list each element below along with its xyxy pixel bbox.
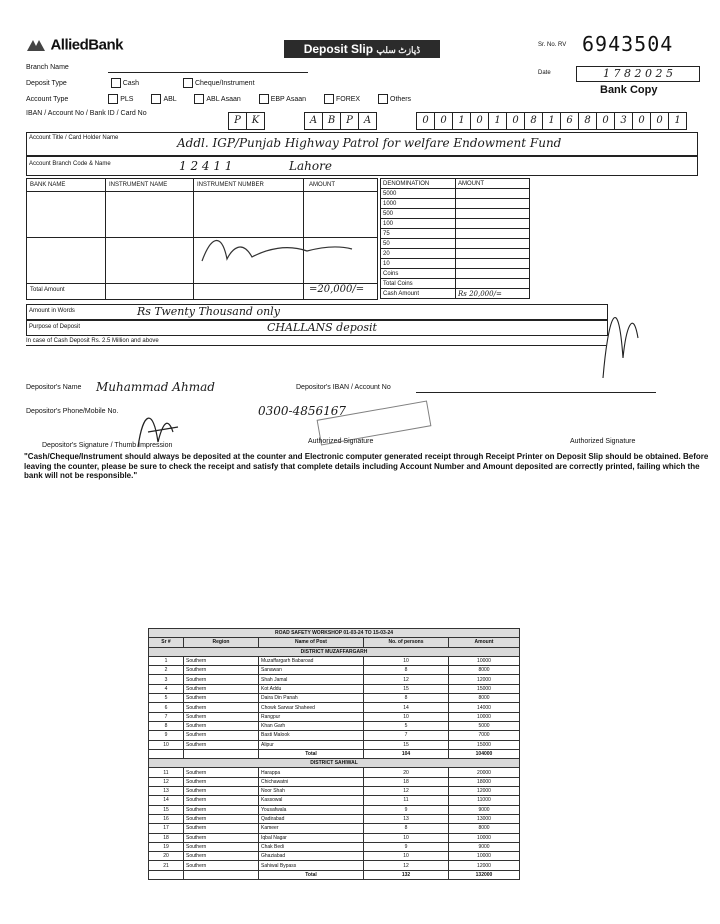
checkbox-icon <box>108 94 118 104</box>
iban-digit-box[interactable]: P <box>340 112 359 130</box>
iban-digit-box[interactable]: 0 <box>416 112 435 130</box>
denom-row: 10 <box>381 259 456 269</box>
iban-digit-box[interactable]: 6 <box>560 112 579 130</box>
cell-sr: 11 <box>149 768 184 777</box>
cell-region: Southern <box>184 787 259 796</box>
cnic-note: In case of Cash Deposit Rs. 2.5 Million and above <box>26 338 606 346</box>
bank-logo <box>26 36 123 54</box>
cell-region: Southern <box>184 684 259 693</box>
cell-sr: 3 <box>149 675 184 684</box>
cell-persons: 14 <box>364 703 449 712</box>
denomination-table[interactable] <box>380 178 530 299</box>
iban-digit-box[interactable]: 0 <box>434 112 453 130</box>
cell-amount: 10000 <box>449 712 520 721</box>
cell-region: Southern <box>184 861 259 870</box>
deposit-slip <box>18 28 716 518</box>
total-empty <box>149 749 184 758</box>
checkbox-icon <box>151 94 161 104</box>
district-name: DISTRICT SAHIWAL <box>149 759 520 768</box>
table-row <box>149 824 520 833</box>
cell-post: Qadirabad <box>259 814 364 823</box>
cell-sr: 19 <box>149 842 184 851</box>
cell-sr: 6 <box>149 703 184 712</box>
iban-digit-box[interactable]: P <box>228 112 247 130</box>
workshop-table <box>148 628 520 880</box>
denom-amount-cell[interactable] <box>456 269 530 279</box>
total-empty <box>149 870 184 879</box>
total-row <box>149 749 520 758</box>
denom-row: 1000 <box>381 199 456 209</box>
cell-sr: 9 <box>149 731 184 740</box>
cell-persons: 13 <box>364 814 449 823</box>
depositor-name-label: Depositor's Name <box>26 384 82 391</box>
authorized-signature-mark <box>588 278 648 388</box>
table-row <box>149 731 520 740</box>
cell-amount: 10000 <box>449 852 520 861</box>
table-row <box>149 666 520 675</box>
col-sr: Sr # <box>149 638 184 647</box>
branch-code-label: Account Branch Code & Name <box>29 161 111 167</box>
cell-sr: 18 <box>149 833 184 842</box>
branch-code-value: 1 2 4 1 1 <box>179 159 233 173</box>
branch-name-field[interactable] <box>108 72 308 73</box>
cell-region: Southern <box>184 796 259 805</box>
cell-post: Sahiwal Bypass <box>259 861 364 870</box>
table-row <box>149 684 520 693</box>
denom-row: 20 <box>381 249 456 259</box>
denom-amount-cell[interactable] <box>456 279 530 289</box>
header-bank-name: BANK NAME <box>30 182 66 188</box>
cell-region: Southern <box>184 656 259 665</box>
total-row <box>149 870 520 879</box>
cell-post: Shah Jamal <box>259 675 364 684</box>
denom-amount-cell[interactable] <box>456 229 530 239</box>
cell-persons: 12 <box>364 675 449 684</box>
authorized-signature-label: Authorized Signature <box>308 438 374 445</box>
cell-post: Muzaffargarh Babaroad <box>259 656 364 665</box>
cell-amount: 8000 <box>449 824 520 833</box>
iban-digit-box[interactable]: 1 <box>452 112 471 130</box>
cell-sr: 4 <box>149 684 184 693</box>
cell-post: Harappa <box>259 768 364 777</box>
checkbox-icon <box>378 94 388 104</box>
total-amount-value: =20,000/= <box>309 284 365 295</box>
cell-persons: 8 <box>364 824 449 833</box>
total-persons: 132 <box>364 870 449 879</box>
cell-sr: 20 <box>149 852 184 861</box>
cell-post: Khan Garh <box>259 721 364 730</box>
depositor-phone-label: Depositor's Phone/Mobile No. <box>26 408 119 415</box>
iban-digit-box[interactable]: 1 <box>668 112 687 130</box>
cash-amount-value: Rs 20,000/= <box>456 289 530 299</box>
account-type-abl[interactable]: ABL <box>149 96 176 103</box>
cell-region: Southern <box>184 842 259 851</box>
cancel-scribble-mark <box>197 229 357 269</box>
cell-persons: 9 <box>364 842 449 851</box>
denom-row: 100 <box>381 219 456 229</box>
cell-region: Southern <box>184 777 259 786</box>
cell-persons: 20 <box>364 768 449 777</box>
cell-sr: 17 <box>149 824 184 833</box>
cell-region: Southern <box>184 833 259 842</box>
account-title-label: Account Title / Card Holder Name <box>29 135 119 141</box>
cell-persons: 12 <box>364 787 449 796</box>
header-instrument-name: INSTRUMENT NAME <box>109 182 168 188</box>
cell-post: Kassowal <box>259 796 364 805</box>
cell-persons: 10 <box>364 852 449 861</box>
cell-sr: 13 <box>149 787 184 796</box>
cell-persons: 10 <box>364 833 449 842</box>
denom-amount-cell[interactable] <box>456 249 530 259</box>
amount-words-box[interactable] <box>26 304 608 320</box>
table-row <box>149 833 520 842</box>
cell-post: Yousafwala <box>259 805 364 814</box>
table-row <box>149 787 520 796</box>
cell-persons: 8 <box>364 666 449 675</box>
cell-post: Basti Malook <box>259 731 364 740</box>
table-row <box>149 842 520 851</box>
iban-digit-box[interactable]: A <box>304 112 323 130</box>
depositor-iban-label: Depositor's IBAN / Account No <box>296 384 391 391</box>
cell-persons: 10 <box>364 656 449 665</box>
cell-region: Southern <box>184 768 259 777</box>
cell-post: Ghaziabad <box>259 852 364 861</box>
depositor-name-value[interactable]: Muhammad Ahmad <box>96 380 215 394</box>
iban-digit-box[interactable]: B <box>322 112 341 130</box>
table-row <box>149 814 520 823</box>
cell-region: Southern <box>184 740 259 749</box>
account-type-row <box>26 94 411 104</box>
amount-words-label: Amount in Words <box>29 308 75 314</box>
cell-persons: 12 <box>364 861 449 870</box>
header-instrument-number: INSTRUMENT NUMBER <box>197 182 264 188</box>
depositor-iban-field[interactable] <box>416 392 656 393</box>
cell-amount: 10000 <box>449 656 520 665</box>
bank-emblem-icon <box>26 38 46 52</box>
cell-amount: 10000 <box>449 833 520 842</box>
checkbox-icon <box>324 94 334 104</box>
cell-persons: 15 <box>364 740 449 749</box>
cell-region: Southern <box>184 721 259 730</box>
cell-region: Southern <box>184 703 259 712</box>
bank-copy-label: Bank Copy <box>600 84 658 96</box>
denom-row: 75 <box>381 229 456 239</box>
table-row <box>149 694 520 703</box>
denom-row: Coins <box>381 269 456 279</box>
cell-persons: 11 <box>364 796 449 805</box>
account-title-value: Addl. IGP/Punjab Highway Patrol for welfare Endowment Fund <box>177 136 562 150</box>
cell-persons: 15 <box>364 684 449 693</box>
bank-name: AlliedBank <box>50 36 123 54</box>
cell-sr: 10 <box>149 740 184 749</box>
cell-region: Southern <box>184 712 259 721</box>
cell-sr: 5 <box>149 694 184 703</box>
total-empty <box>184 749 259 758</box>
cell-sr: 16 <box>149 814 184 823</box>
cell-amount: 11000 <box>449 796 520 805</box>
workshop-table-body <box>149 647 520 879</box>
iban-digit-box[interactable]: K <box>246 112 265 130</box>
table-row <box>149 721 520 730</box>
iban-digit-box[interactable]: 0 <box>650 112 669 130</box>
cell-sr: 12 <box>149 777 184 786</box>
total-label: Total <box>259 870 364 879</box>
cell-post: Kameer <box>259 824 364 833</box>
account-type-others[interactable]: Others <box>376 96 411 103</box>
cell-sr: 14 <box>149 796 184 805</box>
cell-persons: 9 <box>364 805 449 814</box>
table-row <box>149 703 520 712</box>
cell-post: Rangpur <box>259 712 364 721</box>
cell-amount: 15000 <box>449 684 520 693</box>
table-row <box>149 740 520 749</box>
cell-sr: 2 <box>149 666 184 675</box>
cell-persons: 18 <box>364 777 449 786</box>
account-type-pls[interactable]: PLS <box>106 96 133 103</box>
cell-region: Southern <box>184 731 259 740</box>
cell-region: Southern <box>184 805 259 814</box>
cell-amount: 5000 <box>449 721 520 730</box>
slip-title-banner <box>284 40 440 58</box>
workshop-attendance-sheet <box>148 628 520 880</box>
cell-region: Southern <box>184 666 259 675</box>
table-row <box>149 777 520 786</box>
total-amount: 104000 <box>449 749 520 758</box>
cell-sr: 21 <box>149 861 184 870</box>
deposit-type-row <box>26 78 255 88</box>
cell-post: Chichawatni <box>259 777 364 786</box>
iban-digit-box[interactable]: 8 <box>578 112 597 130</box>
cell-amount: 9000 <box>449 842 520 851</box>
cell-region: Southern <box>184 675 259 684</box>
denom-row: Total Coins <box>381 279 456 289</box>
cell-amount: 8000 <box>449 666 520 675</box>
cell-region: Southern <box>184 852 259 861</box>
footer-note: "Cash/Cheque/Instrument should always be deposited at the counter and Electronic computer generated receipt through Receipt Printer on Deposit Slip should be obtained. Before leaving the counter, please be sure to check the receipt and satisfy that complete details including Account Number and Amount deposited are correctly printed, failing which the bank will not be responsible." <box>24 452 709 480</box>
total-persons: 104 <box>364 749 449 758</box>
cell-region: Southern <box>184 814 259 823</box>
cell-sr: 7 <box>149 712 184 721</box>
table-row <box>149 852 520 861</box>
denom-amount-cell[interactable] <box>456 209 530 219</box>
cell-region: Southern <box>184 694 259 703</box>
iban-digit-box[interactable]: 0 <box>632 112 651 130</box>
col-amount: Amount <box>449 638 520 647</box>
denom-amount-cell[interactable] <box>456 239 530 249</box>
denom-row: 50 <box>381 239 456 249</box>
deposit-type-label: Deposit Type <box>26 79 67 87</box>
purpose-box[interactable] <box>26 320 608 336</box>
table-row <box>149 656 520 665</box>
cell-sr: 1 <box>149 656 184 665</box>
denom-row: 5000 <box>381 189 456 199</box>
iban-digit-box[interactable]: A <box>358 112 377 130</box>
iban-digit-box[interactable]: 3 <box>614 112 633 130</box>
district-name: DISTRICT MUZAFFARGARH <box>149 647 520 656</box>
cell-persons: 5 <box>364 721 449 730</box>
account-type-label: Account Type <box>26 95 69 103</box>
iban-digit-box[interactable]: 0 <box>596 112 615 130</box>
denom-amount-cell[interactable] <box>456 219 530 229</box>
iban-label: IBAN / Account No / Bank ID / Card No <box>26 110 147 117</box>
cell-post: Noor Shah <box>259 787 364 796</box>
total-label: Total <box>259 749 364 758</box>
iban-digit-box[interactable]: 1 <box>542 112 561 130</box>
col-persons: No. of persons <box>364 638 449 647</box>
iban-digit-box[interactable]: 0 <box>470 112 489 130</box>
cell-post: Daira Din Panah <box>259 694 364 703</box>
serial-number: 6943504 <box>582 32 674 56</box>
cell-post: Chowk Sarwar Shaheed <box>259 703 364 712</box>
purpose-value: CHALLANS deposit <box>267 321 377 334</box>
branch-name-label: Branch Name <box>26 64 69 71</box>
district-header-row <box>149 647 520 656</box>
cell-persons: 10 <box>364 712 449 721</box>
total-empty <box>184 870 259 879</box>
table-row <box>149 712 520 721</box>
cell-post: Iqbal Nagar <box>259 833 364 842</box>
branch-code-box[interactable] <box>26 156 698 176</box>
total-amount: 132000 <box>449 870 520 879</box>
checkbox-icon <box>111 78 121 88</box>
district-header-row <box>149 759 520 768</box>
cell-region: Southern <box>184 824 259 833</box>
col-post: Name of Post <box>259 638 364 647</box>
cell-amount: 12000 <box>449 861 520 870</box>
amount-words-value: Rs Twenty Thousand only <box>137 305 280 318</box>
checkbox-icon <box>183 78 193 88</box>
deposit-type-cheque[interactable]: Cheque/Instrument <box>181 80 255 87</box>
denom-amount-cell[interactable] <box>456 199 530 209</box>
denom-amount-cell[interactable] <box>456 189 530 199</box>
depositor-signature-label: Depositor's Signature / Thumb Impression <box>42 442 173 449</box>
table-row <box>149 675 520 684</box>
account-type-abl-asaan[interactable]: ABL Asaan <box>192 96 240 103</box>
deposit-type-cash[interactable]: Cash <box>109 80 139 87</box>
iban-digit-box[interactable]: 0 <box>506 112 525 130</box>
branch-city-value: Lahore <box>289 159 332 173</box>
col-region: Region <box>184 638 259 647</box>
iban-boxes[interactable] <box>228 112 698 130</box>
cell-amount: 12000 <box>449 787 520 796</box>
total-amount-label: Total Amount <box>30 287 65 293</box>
cell-post: Kot Addu <box>259 684 364 693</box>
denom-row: 500 <box>381 209 456 219</box>
date-label: Date <box>538 70 551 76</box>
serial-label: Sr. No. RV <box>538 42 567 48</box>
cell-persons: 7 <box>364 731 449 740</box>
denom-amount-cell[interactable] <box>456 259 530 269</box>
denom-header: DENOMINATION <box>381 179 456 189</box>
cell-amount: 14000 <box>449 703 520 712</box>
table-row <box>149 796 520 805</box>
instrument-table[interactable] <box>26 178 378 300</box>
denom-amount-header: AMOUNT <box>456 179 530 189</box>
account-type-forex[interactable]: FOREX <box>322 96 360 103</box>
table-row <box>149 805 520 814</box>
cell-post: Sanawan <box>259 666 364 675</box>
cell-amount: 18000 <box>449 777 520 786</box>
authorized-signature-2-label: Authorized Signature <box>570 438 636 445</box>
checkbox-icon <box>194 94 204 104</box>
cell-post: Chak Bedi <box>259 842 364 851</box>
cell-amount: 9000 <box>449 805 520 814</box>
date-field[interactable]: 1 7 8 2 0 2 5 <box>576 66 700 82</box>
workshop-title: ROAD SAFETY WORKSHOP 01-03-24 TO 15-03-24 <box>149 629 520 638</box>
depositor-phone-value[interactable]: 0300-4856167 <box>258 404 347 418</box>
cell-persons: 8 <box>364 694 449 703</box>
cell-amount: 15000 <box>449 740 520 749</box>
table-row <box>149 768 520 777</box>
cell-amount: 7000 <box>449 731 520 740</box>
cell-amount: 13000 <box>449 814 520 823</box>
header-amount: AMOUNT <box>309 182 335 188</box>
table-row <box>149 861 520 870</box>
iban-digit-box[interactable]: 1 <box>488 112 507 130</box>
cell-sr: 15 <box>149 805 184 814</box>
cell-amount: 20000 <box>449 768 520 777</box>
iban-digit-box[interactable]: 8 <box>524 112 543 130</box>
denom-row: Cash Amount <box>381 289 456 299</box>
cell-amount: 12000 <box>449 675 520 684</box>
cell-sr: 8 <box>149 721 184 730</box>
slip-title: Deposit Slip <box>303 42 374 56</box>
account-type-ebp-asaan[interactable]: EBP Asaan <box>257 96 306 103</box>
slip-title-urdu: ڈپازٹ سلپ <box>376 45 421 55</box>
checkbox-icon <box>259 94 269 104</box>
purpose-label: Purpose of Deposit <box>29 324 81 330</box>
account-title-box[interactable] <box>26 132 698 156</box>
cell-post: Alipur <box>259 740 364 749</box>
cell-amount: 8000 <box>449 694 520 703</box>
